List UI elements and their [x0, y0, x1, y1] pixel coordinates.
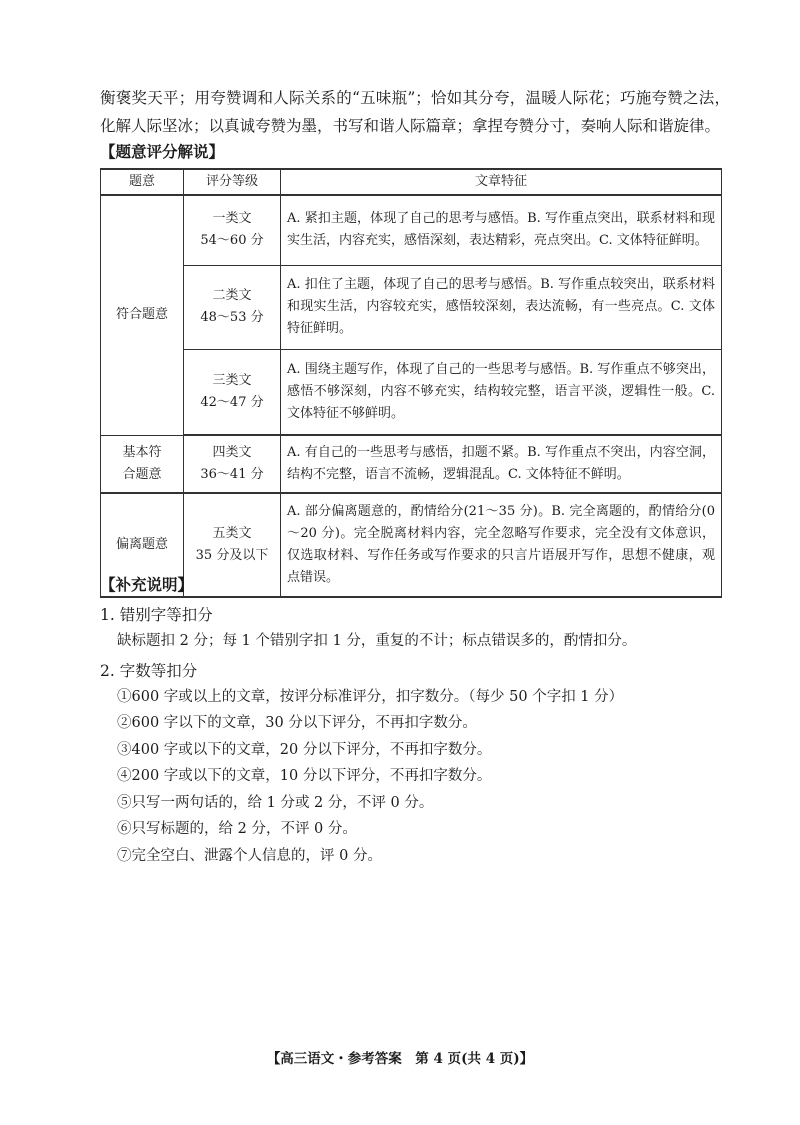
grade-name: 四类文 — [212, 445, 252, 460]
topic-cell: 符合题意 — [101, 195, 184, 435]
table-row — [101, 493, 722, 597]
topic-line: 基本符 — [122, 444, 162, 460]
header-grade: 评分等级 — [184, 169, 281, 195]
grade-cell — [184, 435, 281, 493]
table-row — [101, 435, 722, 493]
grade-score: 35 分及以下 — [195, 548, 269, 563]
grade-cell — [184, 349, 281, 435]
features-cell: A. 围绕主题写作，体现了自己的一些思考与感悟。B. 写作重点不够突出，感悟不够深刻，内容不够充实，结构较完整，语言平淡，逻辑性一般。C. 文体特征不够鲜明。 — [281, 349, 722, 435]
supplement-title: 【补充说明】 — [100, 575, 194, 594]
header-features: 文章特征 — [281, 169, 722, 195]
list-item: ①600 字或以上的文章，按评分标准评分，扣字数分。（每少 50 个字扣 1 分） — [117, 689, 624, 705]
list-item: ⑦完全空白、泄露个人信息的，评 0 分。 — [117, 848, 382, 864]
grade-cell — [184, 265, 281, 349]
list-item: ④200 字或以下的文章，10 分以下评分，不再扣字数分。 — [117, 768, 492, 784]
grade-name: 一类文 — [212, 211, 252, 227]
grade-score: 48～53 分 — [200, 310, 264, 325]
features-cell: A. 有自己的一些思考与感悟，扣题不紧。B. 写作重点不突出，内容空洞，结构不完整，语言不流畅，逻辑混乱。C. 文体特征不鲜明。 — [281, 435, 722, 493]
header-topic: 题意 — [101, 169, 184, 195]
table-row — [101, 195, 722, 265]
list-item: ③400 字或以下的文章，20 分以下评分，不再扣字数分。 — [117, 742, 492, 758]
grade-score: 42～47 分 — [200, 394, 264, 410]
list-item: ②600 字以下的文章，30 分以下评分，不再扣字数分。 — [117, 715, 477, 731]
list-item: ⑥只写标题的，给 2 分，不评 0 分。 — [117, 821, 357, 837]
table-header-row — [101, 169, 722, 195]
rubric-table — [100, 168, 722, 598]
table-row — [101, 349, 722, 435]
topic-cell: 偏离题意 — [101, 493, 184, 597]
supplement-item-title: 2. 字数等扣分 — [100, 662, 198, 680]
rubric-title: 【题意评分解说】 — [100, 142, 225, 161]
features-cell: A. 部分偏离题意的，酌情给分(21～35 分)。B. 完全离题的，酌情给分(0～20 分)。完全脱离材料内容，完全忽略写作要求，完全没有文体意识，仅选取材料、写作任务或写作要求的只言片语展开写作，思想不健康，观点错误。 — [281, 493, 722, 597]
features-cell: A. 紧扣主题，体现了自己的思考与感悟。B. 写作重点突出，联系材料和现实生活，内容充实，感悟深刻，表达精彩，亮点突出。C. 文体特征鲜明。 — [281, 195, 722, 265]
table-row — [101, 265, 722, 349]
features-cell: A. 扣住了主题，体现了自己的思考与感悟。B. 写作重点较突出，联系材料和现实生活，内容较充实，感悟较深刻，表达流畅，有一些亮点。C. 文体特征鲜明。 — [281, 265, 722, 349]
grade-name: 五类文 — [212, 526, 252, 541]
grade-cell — [184, 195, 281, 265]
grade-name: 三类文 — [212, 372, 252, 388]
list-item: ⑤只写一两句话的，给 1 分或 2 分，不评 0 分。 — [117, 795, 434, 811]
topic-cell — [101, 435, 184, 493]
supplement-item-title: 1. 错别字等扣分 — [100, 606, 213, 624]
grade-cell — [184, 493, 281, 597]
grade-name: 二类文 — [212, 288, 252, 303]
page-footer: 【高三语文・参考答案 第 4 页(共 4 页)】 — [266, 1051, 534, 1067]
grade-score: 54～60 分 — [200, 233, 264, 249]
supplement-item-text: 缺标题扣 2 分；每 1 个错别字扣 1 分，重复的不计；标点错误多的，酌情扣分。 — [117, 633, 637, 649]
intro-paragraph: 衡褒奖天平；用夸赞调和人际关系的“五味瓶”；恰如其分夸，温暖人际花；巧施夸赞之法，化解人际坚冰；以真诚夸赞为墨，书写和谐人际篇章；拿捏夸赞分寸，奏响人际和谐旋律。 — [100, 89, 730, 135]
topic-line: 合题意 — [122, 466, 162, 482]
grade-score: 36～41 分 — [200, 467, 264, 482]
